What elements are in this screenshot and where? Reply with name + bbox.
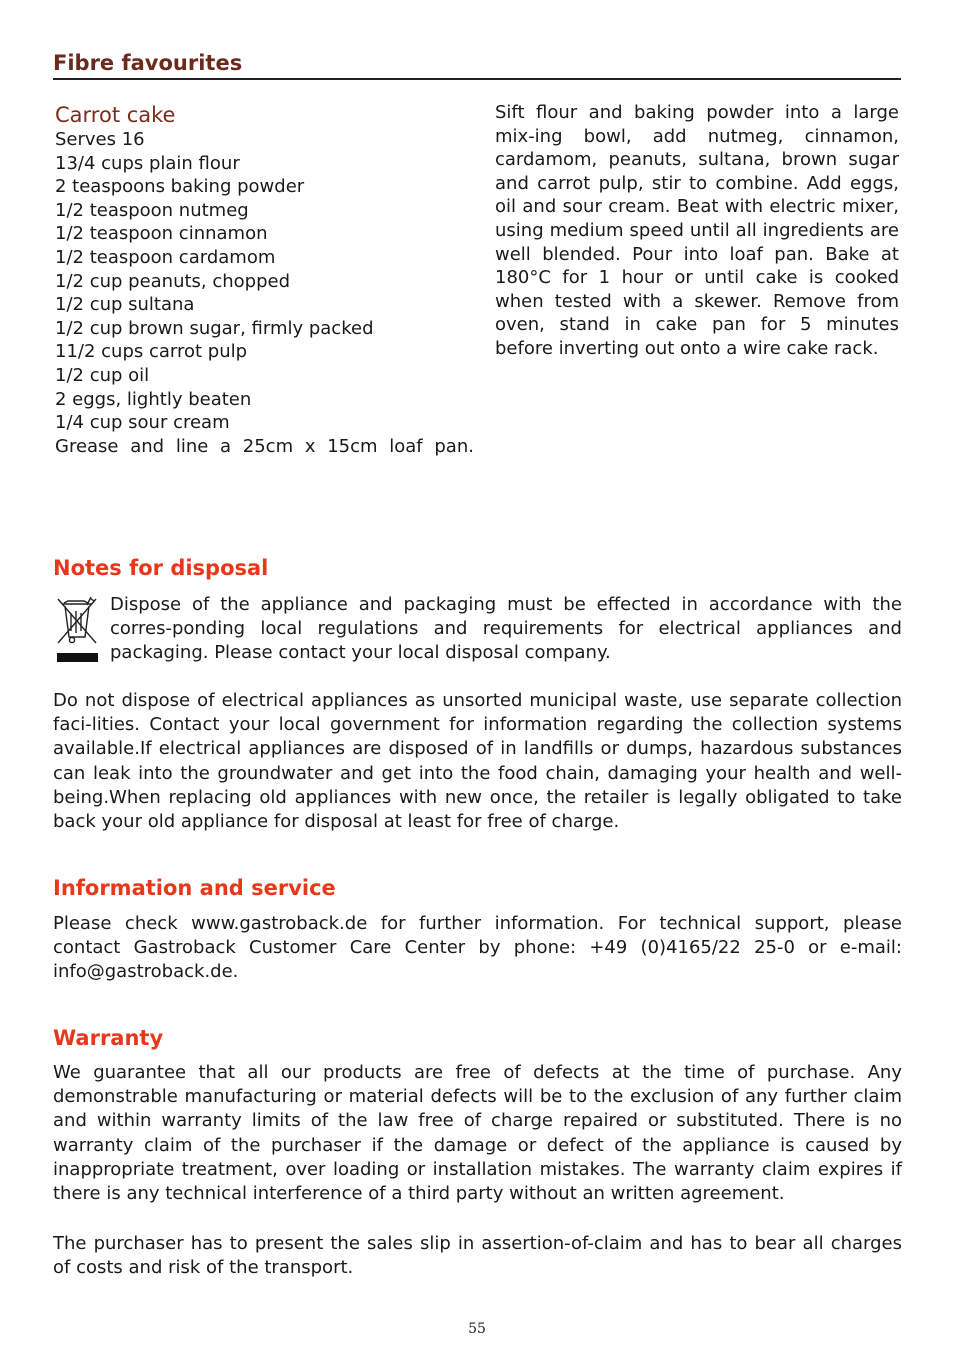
warranty-note: The purchaser has to present the sales slip in assertion-of-claim and has to bear all charges of costs and risk of the transport. [53, 1233, 902, 1279]
ingredient-line: Serves 16 [55, 129, 145, 150]
page-number: 55 [468, 1321, 486, 1337]
ingredient-line: Grease and line a 25cm x 15cm loaf pan. [55, 435, 474, 457]
warranty-body: We guarantee that all our products are free of defects at the time of purchase. Any demonstrable manufacturing or material defects will be to the exclusion of any further claim and within warranty limits of the law free of charge repaired or substituted. There is no warranty claim of the purchaser if the damage or defect of the appliance is caused by inappropriate treatment, over loading or installation mistakes. The warranty claim expires if there is any technical interference of a third party without an written agreement. [53, 1062, 902, 1205]
heading-rule [53, 78, 901, 80]
section-heading-disposal: Notes for disposal [53, 556, 269, 580]
section-heading-information: Information and service [53, 876, 336, 900]
ingredient-line: 1/4 cup sour cream [55, 412, 230, 434]
recipe-method: Sift flour and baking powder into a large mix-ing bowl, add nutmeg, cinnamon, cardamom, peanuts, sultana, brown sugar and carrot pulp, stir to combine. Add eggs, oil and sour cream. Beat with electric mixer, using medium speed until all ingredients are well blended. Pour into loaf pan. Bake at 180°C for 1 hour or until cake is cooked when tested with a skewer. Remove from oven, stand in cake pan for 5 minutes before inverting out onto a wire cake rack. [495, 102, 899, 359]
ingredient-line: 1/2 cup brown sugar, firmly packed [55, 317, 374, 339]
recipe-ingredients-column [55, 102, 475, 458]
ingredient-line: 1/2 cup peanuts, chopped [55, 270, 291, 292]
ingredient-line: 13/4 cups plain flour [55, 152, 240, 174]
ingredient-line: 11/2 cups carrot pulp [55, 341, 248, 363]
disposal-body: Do not dispose of electrical appliances as unsorted municipal waste, use separate collection faci-lities. Contact your local government for information regarding the collection systems available.If electrical appliances are disposed of in landfills or dumps, hazardous substances can leak into the groundwater and get into the food chain, damaging your health and well-being.When replacing old appliances with new once, the retailer is legally obligated to take back your old appliance for disposal at least for free of charge. [53, 690, 902, 833]
section-heading-fibre: Fibre favourites [53, 51, 243, 75]
ingredient-line: 1/2 teaspoon cardamom [55, 246, 276, 268]
ingredient-line: 2 teaspoons baking powder [55, 176, 305, 198]
crossed-out-wheelie-bin-icon [54, 593, 100, 665]
ingredient-line: 1/2 teaspoon cinnamon [55, 223, 268, 245]
ingredient-line: 1/2 teaspoon nutmeg [55, 199, 249, 221]
recipe-title: Carrot cake [55, 103, 176, 127]
information-body: Please check www.gastroback.de for further information. For technical support, please contact Gastroback Customer Care Center by phone: +49 (0)4165/22 25-0 or e-mail: info@gastroback.de. [53, 913, 902, 983]
ingredient-line: 2 eggs, lightly beaten [55, 388, 252, 410]
ingredient-line: 1/2 cup oil [55, 364, 150, 386]
section-heading-warranty: Warranty [53, 1026, 164, 1050]
ingredient-line: 1/2 cup sultana [55, 294, 195, 316]
disposal-intro: Dispose of the appliance and packaging must be effected in accordance with the corres-ponding local regulations and requirements for electrical appliances and packaging. Please contact your local disposal company. [110, 594, 902, 664]
